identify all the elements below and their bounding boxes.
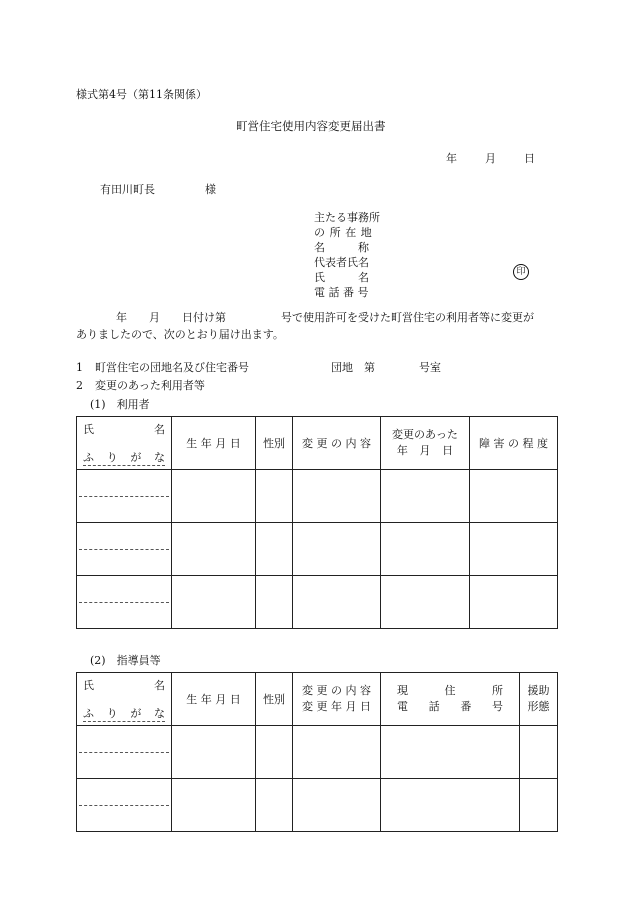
- furigana-name-cell[interactable]: [77, 523, 172, 576]
- date-month: 月: [485, 152, 496, 165]
- date-char: 年: [396, 444, 408, 457]
- applicant-label: 氏 名: [314, 271, 369, 284]
- header-address-phone: [381, 673, 520, 726]
- item-1-text: 町営住宅の団地名及び住宅番号: [95, 361, 249, 374]
- furigana-name-cell[interactable]: [77, 779, 172, 832]
- address-phone-cell[interactable]: [381, 779, 520, 832]
- header-disability: 障 害 の 程 度: [470, 417, 558, 470]
- address-char: 住: [444, 684, 456, 697]
- furigana-char: ふ: [83, 450, 94, 464]
- users-table: [76, 416, 558, 629]
- applicant-label: 主たる事務所: [314, 211, 380, 224]
- furigana-char: が: [130, 706, 142, 720]
- birth-cell[interactable]: [172, 523, 256, 576]
- changed-date-cell[interactable]: [381, 576, 470, 629]
- table-row: [77, 779, 558, 832]
- applicant-label: 代表者氏名: [314, 256, 369, 269]
- date-day: 日: [524, 152, 535, 165]
- users-header-row: [77, 417, 558, 470]
- applicant-labels: [314, 210, 380, 300]
- furigana-char: な: [153, 706, 165, 720]
- address-char: 所: [492, 684, 503, 697]
- header-changed-date: [381, 417, 470, 470]
- furigana-char: り: [106, 450, 118, 464]
- applicant-label: 名 称: [314, 241, 369, 254]
- header-change: [293, 673, 381, 726]
- change-cell[interactable]: [293, 779, 381, 832]
- header-furigana-name: [77, 673, 172, 726]
- header-birth: 生 年 月 日: [172, 417, 256, 470]
- furigana-name-cell[interactable]: [77, 576, 172, 629]
- address-char: 現: [397, 684, 408, 697]
- gender-cell[interactable]: [256, 779, 293, 832]
- furigana-char: り: [106, 706, 118, 720]
- phone-char: 話: [428, 700, 440, 713]
- furigana-name-cell[interactable]: [77, 726, 172, 779]
- header-change: 変 更 の 内 容: [293, 417, 381, 470]
- change-line1: 変 更 の 内 容: [302, 684, 371, 697]
- addressee: [100, 181, 216, 197]
- gender-cell[interactable]: [256, 576, 293, 629]
- change-line2: 変 更 年 月 日: [302, 700, 371, 713]
- staff-section-label: (2) 指導員等: [90, 654, 161, 667]
- gender-cell[interactable]: [256, 726, 293, 779]
- date-char: 月: [419, 444, 431, 457]
- form-title: 町営住宅使用内容変更届出書: [236, 119, 386, 133]
- birth-cell[interactable]: [172, 576, 256, 629]
- changed-date-line1: 変更のあった: [392, 428, 458, 441]
- header-furigana-name: [77, 417, 172, 470]
- applicant-label: の 所 在 地: [314, 226, 373, 239]
- date-year: 年: [446, 152, 457, 165]
- table-row: [77, 726, 558, 779]
- item-2-number: 2: [76, 379, 83, 392]
- birth-cell[interactable]: [172, 726, 256, 779]
- support-line2: 形態: [527, 700, 550, 713]
- name-char: 名: [154, 423, 165, 436]
- phone-char: 番: [460, 700, 472, 713]
- changed-date-cell[interactable]: [381, 523, 470, 576]
- change-cell[interactable]: [293, 470, 381, 523]
- item-2: [76, 377, 205, 393]
- table-row: [77, 576, 558, 629]
- disability-cell[interactable]: [470, 523, 558, 576]
- changed-date-cell[interactable]: [381, 470, 470, 523]
- users-section-label: (1) 利用者: [90, 398, 150, 411]
- applicant-label: 電 話 番 号: [314, 286, 369, 299]
- gender-cell[interactable]: [256, 470, 293, 523]
- body-line-2: ありましたので、次のとおり届け出ます。: [76, 328, 284, 341]
- birth-cell[interactable]: [172, 470, 256, 523]
- support-cell[interactable]: [520, 726, 558, 779]
- furigana-name-cell[interactable]: [77, 470, 172, 523]
- table-row: [77, 470, 558, 523]
- header-gender: 性別: [256, 673, 293, 726]
- support-line1: 援助: [527, 684, 550, 697]
- name-char: 氏: [83, 679, 94, 692]
- name-char: 名: [154, 679, 165, 692]
- change-cell[interactable]: [293, 523, 381, 576]
- support-cell[interactable]: [520, 779, 558, 832]
- date-line: [446, 150, 535, 166]
- birth-cell[interactable]: [172, 779, 256, 832]
- disability-cell[interactable]: [470, 470, 558, 523]
- staff-header-row: [77, 673, 558, 726]
- item-2-text: 変更のあった利用者等: [95, 379, 205, 392]
- change-cell[interactable]: [293, 576, 381, 629]
- change-cell[interactable]: [293, 726, 381, 779]
- furigana-char: な: [153, 450, 165, 464]
- header-birth: 生 年 月 日: [172, 673, 256, 726]
- item-1-value: 団地 第 号室: [331, 361, 441, 374]
- date-char: 日: [442, 444, 454, 457]
- form-number: 様式第4号（第11条関係）: [76, 88, 207, 101]
- table-row: [77, 523, 558, 576]
- addressee-name: 有田川町長: [100, 183, 155, 196]
- staff-table: [76, 672, 558, 832]
- addressee-honorific: 様: [205, 183, 216, 196]
- address-phone-cell[interactable]: [381, 726, 520, 779]
- name-char: 氏: [83, 423, 94, 436]
- phone-char: 号: [491, 700, 503, 713]
- furigana-char: ふ: [83, 706, 94, 720]
- header-support: [520, 673, 558, 726]
- phone-char: 電: [397, 700, 408, 713]
- gender-cell[interactable]: [256, 523, 293, 576]
- body-line-1: 年 月 日付け第 号で使用許可を受けた町営住宅の利用者等に変更が: [116, 311, 534, 324]
- item-1-number: 1: [76, 361, 83, 374]
- disability-cell[interactable]: [470, 576, 558, 629]
- header-gender: 性別: [256, 417, 293, 470]
- item-1: [76, 359, 249, 375]
- seal-mark: [513, 264, 529, 280]
- furigana-char: が: [130, 450, 142, 464]
- seal-icon: 印: [513, 264, 529, 280]
